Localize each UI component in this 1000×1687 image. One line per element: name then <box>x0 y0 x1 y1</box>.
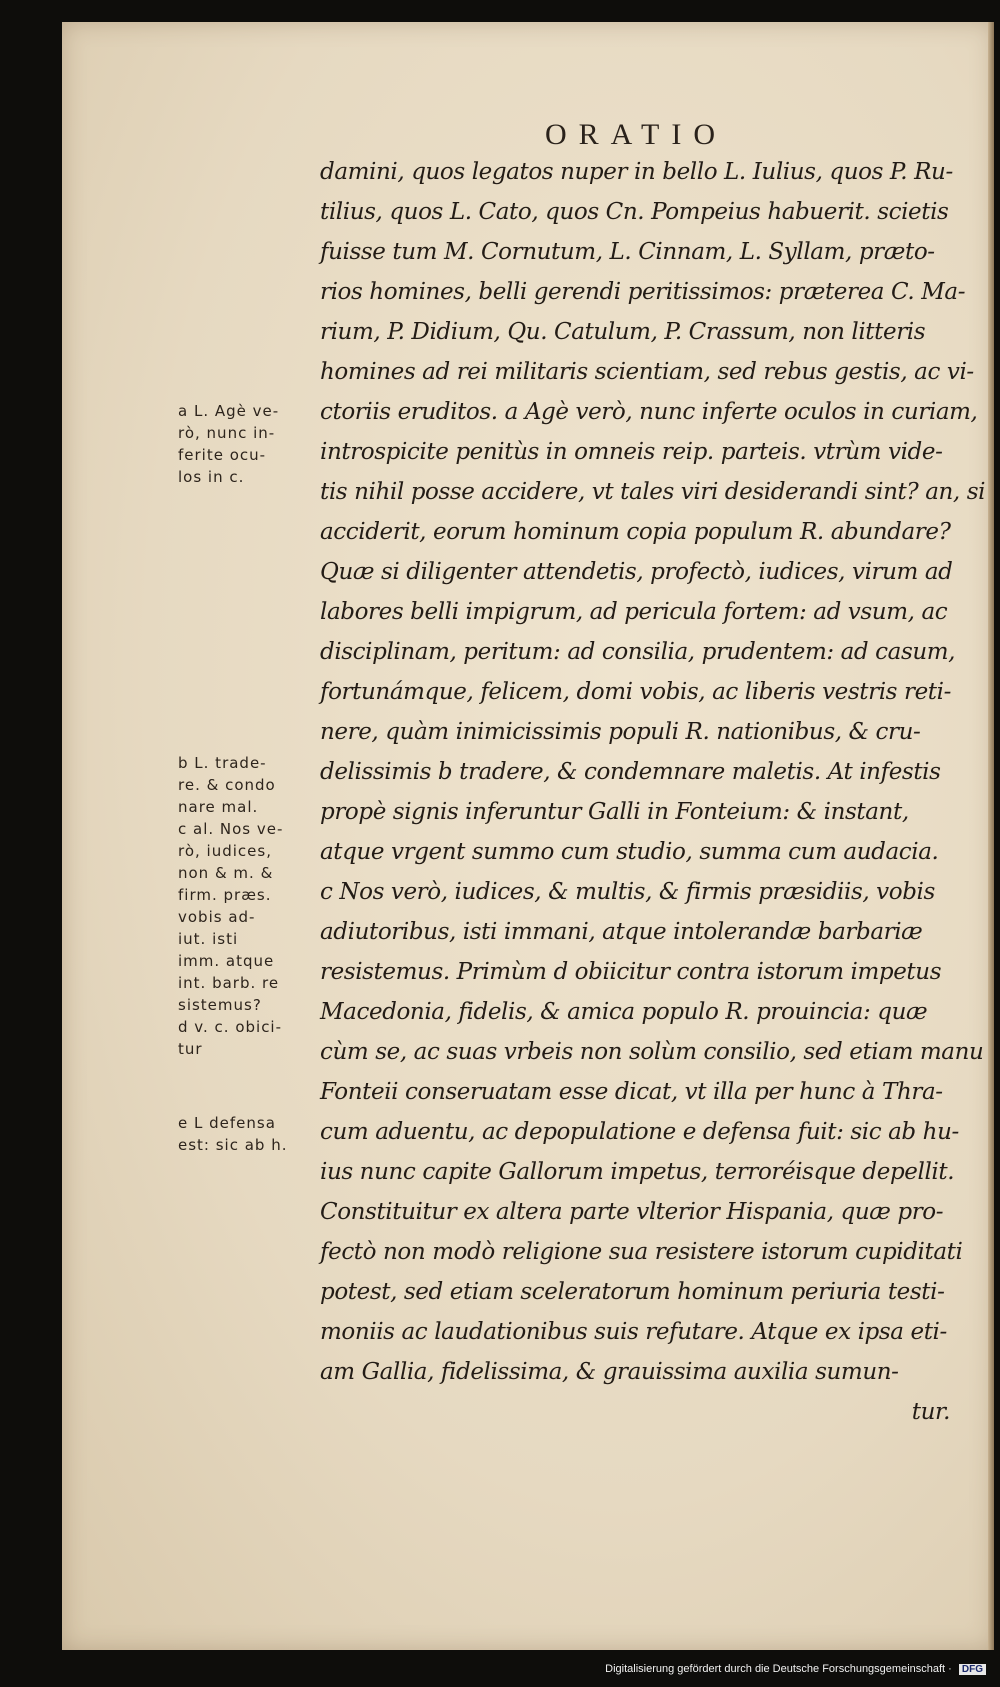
text-line: am Gallia, fidelissima, & grauissima auxilia sumun- <box>320 1359 899 1385</box>
text-line: cum aduentu, ac depopulatione e defensa fuit: sic ab hu- <box>320 1119 959 1145</box>
margin-note-b <box>178 752 328 818</box>
margin-note-line: e L defensa <box>178 1114 276 1132</box>
body-text <box>320 152 986 1432</box>
margin-note-line: a L. Agè ve- <box>178 402 280 420</box>
text-line: cùm se, ac suas vrbeis non solùm consilio, sed etiam manu <box>320 1039 984 1065</box>
margin-note-line: int. barb. re <box>178 974 280 992</box>
text-line: adiutoribus, isti immani, atque intolerandæ barbariæ <box>320 919 923 945</box>
text-line: delissimis b tradere, & condemnare maletis. At infestis <box>320 759 941 785</box>
text-line: potest, sed etiam sceleratorum hominum periuria testi- <box>320 1279 945 1305</box>
text-line: tis nihil posse accidere, vt tales viri desiderandi sint? an, si <box>320 479 986 505</box>
margin-note-line: imm. atque <box>178 952 275 970</box>
credit-text: Digitalisierung gefördert durch die Deutsche Forschungsgemeinschaft · <box>605 1663 952 1675</box>
margin-note-line: tur <box>178 1040 203 1058</box>
margin-note-line: re. & condo <box>178 776 276 794</box>
text-line: damini, quos legatos nuper in bello L. Iulius, quos P. Ru- <box>320 159 953 185</box>
text-line: Macedonia, fidelis, & amica populo R. prouincia: quæ <box>320 999 928 1025</box>
text-line: introspicite penitùs in omneis reip. parteis. vtrùm vide- <box>320 439 943 465</box>
margin-note-d <box>178 1016 328 1060</box>
margin-note-line: los in c. <box>178 468 245 486</box>
margin-note-line: c al. Nos ve- <box>178 820 284 838</box>
text-line: Quæ si diligenter attendetis, profectò, iudices, virum ad <box>320 559 953 585</box>
margin-note-line: rò, iudices, <box>178 842 272 860</box>
page-edge <box>988 22 994 1650</box>
text-line: c Nos verò, iudices, & multis, & firmis præsidiis, vobis <box>320 879 935 905</box>
text-line: moniis ac laudationibus suis refutare. Atque ex ipsa eti- <box>320 1319 947 1345</box>
margin-note-a <box>178 400 328 488</box>
margin-note-line: nare mal. <box>178 798 259 816</box>
digitization-credit <box>605 1663 986 1675</box>
margin-note-line: non & m. & <box>178 864 274 882</box>
margin-note-e <box>178 1112 328 1156</box>
dfg-logo: DFG <box>959 1664 986 1675</box>
text-line: propè signis inferuntur Galli in Fonteium: & instant, <box>320 799 909 825</box>
margin-note-line: vobis ad- <box>178 908 256 926</box>
text-line: atque vrgent summo cum studio, summa cum audacia. <box>320 839 939 865</box>
text-line: rios homines, belli gerendi peritissimos: præterea C. Ma- <box>320 279 966 305</box>
text-line: resistemus. Primùm d obiicitur contra istorum impetus <box>320 959 942 985</box>
text-line: ctoriis eruditos. a Agè verò, nunc inferte oculos in curiam, <box>320 399 978 425</box>
text-line: disciplinam, peritum: ad consilia, prudentem: ad casum, <box>320 639 956 665</box>
text-line: acciderit, eorum hominum copia populum R. abundare? <box>320 519 951 545</box>
margin-note-line: est: sic ab h. <box>178 1136 288 1154</box>
margin-note-line: rò, nunc in- <box>178 424 276 442</box>
margin-note-line: firm. præs. <box>178 886 272 904</box>
text-line: nere, quàm inimicissimis populi R. nationibus, & cru- <box>320 719 921 745</box>
margin-note-line: d v. c. obici- <box>178 1018 283 1036</box>
text-line: fortunámque, felicem, domi vobis, ac liberis vestris reti- <box>320 679 951 705</box>
catchword-line: tur. <box>911 1399 950 1425</box>
text-line: Fonteii conseruatam esse dicat, vt illa per hunc à Thra- <box>320 1079 943 1105</box>
running-head: ORATIO <box>545 118 727 151</box>
margin-note-line: b L. trade- <box>178 754 267 772</box>
text-line: labores belli impigrum, ad pericula fortem: ad vsum, ac <box>320 599 948 625</box>
text-line: ius nunc capite Gallorum impetus, terroréisque depellit. <box>320 1159 955 1185</box>
text-line: fectò non modò religione sua resistere istorum cupiditati <box>320 1239 963 1265</box>
text-line: fuisse tum M. Cornutum, L. Cinnam, L. Syllam, præto- <box>320 239 935 265</box>
margin-note-line: iut. isti <box>178 930 239 948</box>
margin-note-line: ferite ocu- <box>178 446 267 464</box>
margin-note-line: sistemus? <box>178 996 262 1014</box>
text-line: homines ad rei militaris scientiam, sed rebus gestis, ac vi- <box>320 359 974 385</box>
text-line: rium, P. Didium, Qu. Catulum, P. Crassum, non litteris <box>320 319 926 345</box>
text-line: tilius, quos L. Cato, quos Cn. Pompeius habuerit. scietis <box>320 199 949 225</box>
text-line: Constituitur ex altera parte vlterior Hispania, quæ pro- <box>320 1199 944 1225</box>
margin-note-c <box>178 818 328 1016</box>
